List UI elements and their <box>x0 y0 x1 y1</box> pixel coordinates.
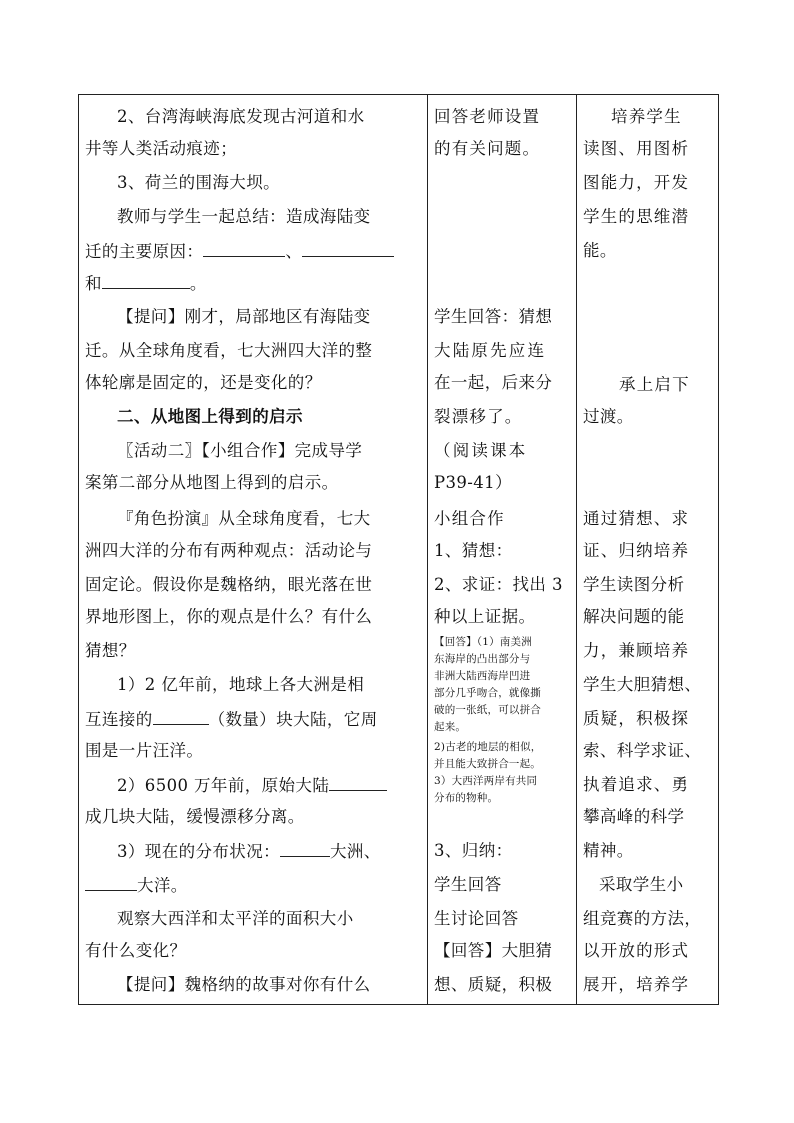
text-line: 互连接的 （数量）块大陆，它周 <box>85 710 378 729</box>
answer-note: 并且能大致拼合一起。 <box>434 758 541 770</box>
text-line: 索、科学求证、 <box>583 741 702 760</box>
text-line: 大洋。 <box>85 875 188 896</box>
text-line: 种以上证据。 <box>434 607 536 626</box>
text-line: 攀高峰的科学 <box>583 807 685 826</box>
text-line: 学生的思维潜 <box>583 207 690 226</box>
text-line: 过渡。 <box>583 407 634 426</box>
lesson-plan-table <box>78 94 719 1005</box>
text-line: 〖活动二〗【小组合作】完成导学 <box>117 441 363 460</box>
text-line: 采取学生小 <box>599 875 684 894</box>
text-line: 固定论。假设你是魏格纳，眼光落在世 <box>85 575 373 594</box>
text-line: 生讨论回答 <box>434 909 519 928</box>
text-line: 1）2 亿年前，地球上各大洲是相 <box>117 675 365 694</box>
column-divider-1 <box>427 95 428 1004</box>
text-line: 想、质疑，积极 <box>434 975 553 994</box>
text-line: 3、荷兰的围海大坝。 <box>117 173 280 192</box>
fill-blank[interactable] <box>329 775 387 791</box>
text-line: 质疑，积极探 <box>583 709 690 728</box>
fill-blank[interactable] <box>102 273 190 289</box>
text-line: 和 。 <box>85 274 207 293</box>
fill-blank[interactable] <box>203 241 285 257</box>
text-line: 2、求证：找出 3 <box>434 575 563 594</box>
teacher-activity-column <box>85 95 421 1004</box>
text-line: 读图、用图析 <box>583 139 690 158</box>
text-line: 通过猜想、求 <box>583 509 690 528</box>
student-activity-column <box>434 95 570 1004</box>
text-line: 教师与学生一起总结：造成海陆变 <box>117 207 371 226</box>
question-line: 体轮廓是固定的，还是变化的？ <box>85 373 322 392</box>
answer-note: 2)古老的地层的相似， <box>434 741 542 753</box>
text-line: 2）6500 万年前，原始大陆 <box>117 775 387 796</box>
question-line: 迁。从全球角度看，七大洲四大洋的整 <box>85 341 373 360</box>
text-line: 以开放的形式 <box>583 941 690 960</box>
text-line: 1、猜想： <box>434 541 513 560</box>
text-line: 培养学生 <box>611 107 682 126</box>
fill-blank[interactable] <box>153 709 209 725</box>
answer-note: 3）大西洋两岸有共同 <box>434 775 538 787</box>
text-line: 案第二部分从地图上得到的启示。 <box>85 473 339 492</box>
text-line: 3、归纳： <box>434 841 513 860</box>
text-line: 洲四大洋的分布有两种观点：活动论与 <box>85 541 373 560</box>
answer-note: 破的一张纸，可以拼合 <box>434 704 541 716</box>
column-divider-2 <box>576 95 577 1004</box>
fill-blank[interactable] <box>85 875 137 891</box>
text-line: 围是一片汪洋。 <box>85 741 204 760</box>
text-line: 学生读图分析 <box>583 575 685 594</box>
answer-note: 起来。 <box>434 721 467 733</box>
answer-note: 分布的物种。 <box>434 792 499 804</box>
text-line: 迁的主要原因： 、 <box>85 241 394 262</box>
answer-note: 部分几乎吻合，就像撕 <box>434 687 541 699</box>
text-line: 有什么变化？ <box>85 941 187 960</box>
answer-note: 【回答】（1）南美洲 <box>434 636 532 648</box>
text-line: 裂漂移了。 <box>434 407 523 426</box>
question-line: 【提问】魏格纳的故事对你有什么 <box>117 975 371 994</box>
question-line: 【提问】刚才，局部地区有海陆变 <box>117 307 371 326</box>
text-line: 能。 <box>583 241 617 260</box>
text-line: 精神。 <box>583 841 634 860</box>
text-line: （阅读课本 <box>434 441 528 460</box>
text-line: 成几块大陆，缓慢漂移分离。 <box>85 807 305 826</box>
text-line: 学生回答：猜想 <box>434 307 553 326</box>
answer-note: 东海岸的凸出部分与 <box>434 653 531 665</box>
text-line: 『角色扮演』从全球角度看，七大 <box>117 509 371 528</box>
text-line: 承上启下 <box>619 375 690 394</box>
text-line: 观察大西洋和太平洋的面积大小 <box>117 909 354 928</box>
text-line: 回答老师设置 <box>434 107 541 126</box>
text-line: P39-41） <box>434 473 512 492</box>
text-line: 猜想？ <box>85 641 136 660</box>
section-heading: 二、从地图上得到的启示 <box>117 407 303 426</box>
text-line: 证、归纳培养 <box>583 541 690 560</box>
fill-blank[interactable] <box>302 241 394 257</box>
text-line: 【回答】大胆猜 <box>434 941 553 960</box>
text-line: 学生大胆猜想、 <box>583 675 702 694</box>
text-line: 的有关问题。 <box>434 139 541 158</box>
text-line: 大陆原先应连 <box>434 341 547 360</box>
text-line: 3）现在的分布状况： 大洲、 <box>117 842 381 861</box>
answer-note: 非洲大陆西海岸凹进 <box>434 670 531 682</box>
text-line: 组竞赛的方法， <box>583 909 702 928</box>
text-line: 学生回答 <box>434 875 502 894</box>
text-line: 在一起，后来分 <box>434 373 553 392</box>
design-intent-column <box>583 95 715 1004</box>
text-line: 解决问题的能 <box>583 607 685 626</box>
text-line: 界地形图上，你的观点是什么？有什么 <box>85 607 373 626</box>
text-line: 图能力，开发 <box>583 173 690 192</box>
text-line: 2、台湾海峡海底发现古河道和水 <box>117 107 365 126</box>
text-line: 力，兼顾培养 <box>583 641 690 660</box>
text-line: 小组合作 <box>434 509 505 528</box>
text-line: 执着追求、勇 <box>583 775 690 794</box>
text-line: 井等人类活动痕迹； <box>85 139 238 158</box>
fill-blank[interactable] <box>280 841 330 857</box>
text-line: 展开，培养学 <box>583 975 690 994</box>
